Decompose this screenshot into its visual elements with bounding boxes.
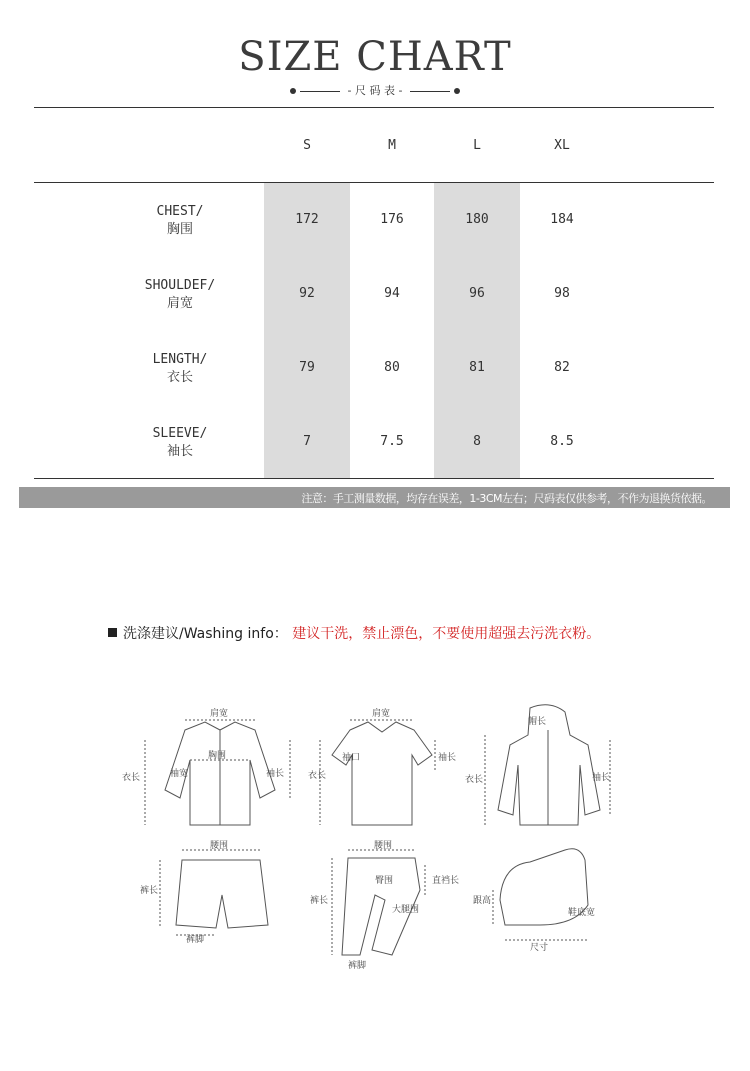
- shorts-diagram: [160, 850, 268, 935]
- table-cell: 8: [473, 434, 481, 449]
- table-cell: 176: [380, 212, 404, 227]
- right-rule: [410, 91, 450, 92]
- row-label: [110, 203, 250, 239]
- shirt-shoulder-label: 肩宽: [210, 709, 229, 719]
- shoe-width-label: 鞋底宽: [568, 908, 596, 918]
- table-cell: 172: [295, 212, 319, 227]
- row-label-en: CHEST/: [156, 204, 204, 219]
- subtitle: [0, 82, 750, 98]
- tshirt-cuff-label: 袖口: [342, 753, 361, 763]
- size-header-xl: XL: [554, 138, 570, 153]
- row-label: [110, 277, 250, 313]
- row-label-en: LENGTH/: [152, 352, 208, 367]
- shoe-diagram: [493, 849, 588, 940]
- shorts-length-label: 裤长: [140, 886, 159, 896]
- hoodie-sleeve-length-label: 袖长: [592, 773, 611, 783]
- tshirt-sleeve-length-label: 袖长: [438, 753, 457, 763]
- shirt-sleeve-width-label: 袖宽: [170, 769, 189, 779]
- shorts-hem-label: 裤脚: [186, 935, 205, 945]
- table-cell: 98: [554, 286, 570, 301]
- table-cell: 81: [469, 360, 485, 375]
- pants-diagram: [332, 850, 425, 955]
- washing-advice: 建议干洗，禁止漂色，不要使用超强去污洗衣粉。: [292, 626, 601, 642]
- table-cell: 82: [554, 360, 570, 375]
- measurement-diagrams: [110, 700, 630, 980]
- shoe-size-label: 尺寸: [530, 943, 549, 953]
- header-rule: [34, 182, 714, 183]
- measurement-note: 注意：手工测量数据，均存在误差，1-3CM左右；尺码表仅供参考，不作为退换货依据。: [301, 492, 712, 505]
- washing-label: 洗涤建议/Washing info：: [123, 626, 288, 642]
- hoodie-diagram: [485, 705, 610, 825]
- row-label-cn: 衣长: [166, 370, 193, 385]
- table-cell: 79: [299, 360, 315, 375]
- row-label: [110, 351, 250, 387]
- hoodie-hood-label: 帽长: [528, 717, 547, 727]
- tshirt-diagram: [320, 720, 435, 825]
- table-cell: 96: [469, 286, 485, 301]
- shoe-heel-label: 跟高: [473, 896, 492, 906]
- bullet-square-icon: [108, 628, 117, 637]
- row-label-cn: 胸围: [166, 222, 193, 237]
- row-label-cn: 肩宽: [166, 296, 193, 311]
- row-label: [110, 425, 250, 461]
- pants-waist-label: 腰围: [374, 841, 393, 851]
- size-header-m: M: [388, 138, 396, 153]
- left-dot: [290, 88, 296, 94]
- table-cell: 184: [550, 212, 574, 227]
- pants-hip-label: 臀围: [375, 876, 394, 886]
- table-cell: 180: [465, 212, 489, 227]
- shirt-length-label: 衣长: [122, 773, 141, 783]
- row-label-en: SHOULDEF/: [144, 278, 216, 293]
- shorts-waist-label: 腰围: [210, 841, 229, 851]
- pants-rise-label: 直裆长: [432, 876, 460, 886]
- table-cell: 7: [303, 434, 311, 449]
- page-title: SIZE CHART: [238, 34, 512, 80]
- top-rule: [34, 107, 714, 108]
- pants-length-label: 裤长: [310, 896, 329, 906]
- measurement-note-bar: [19, 487, 730, 508]
- left-rule: [300, 91, 340, 92]
- table-cell: 80: [384, 360, 400, 375]
- right-dot: [454, 88, 460, 94]
- table-cell: 94: [384, 286, 400, 301]
- tshirt-shoulder-label: 肩宽: [372, 709, 391, 719]
- pants-hem-label: 裤脚: [348, 961, 367, 971]
- bottom-rule: [34, 478, 714, 479]
- hoodie-length-label: 衣长: [465, 775, 484, 785]
- shirt-sleeve-length-label: 袖长: [266, 769, 285, 779]
- tshirt-length-label: 衣长: [308, 771, 327, 781]
- shirt-chest-label: 胸围: [208, 751, 227, 761]
- row-label-cn: 袖长: [166, 444, 193, 459]
- pants-thigh-label: 大腿围: [392, 905, 420, 915]
- size-header-s: S: [303, 138, 311, 153]
- table-cell: 8.5: [550, 434, 574, 449]
- size-header-l: L: [473, 138, 481, 153]
- washing-info: [108, 623, 600, 643]
- row-label-en: SLEEVE/: [152, 426, 208, 441]
- table-cell: 7.5: [380, 434, 404, 449]
- table-cell: 92: [299, 286, 315, 301]
- subtitle-text: - 尺 码 表 -: [347, 84, 403, 97]
